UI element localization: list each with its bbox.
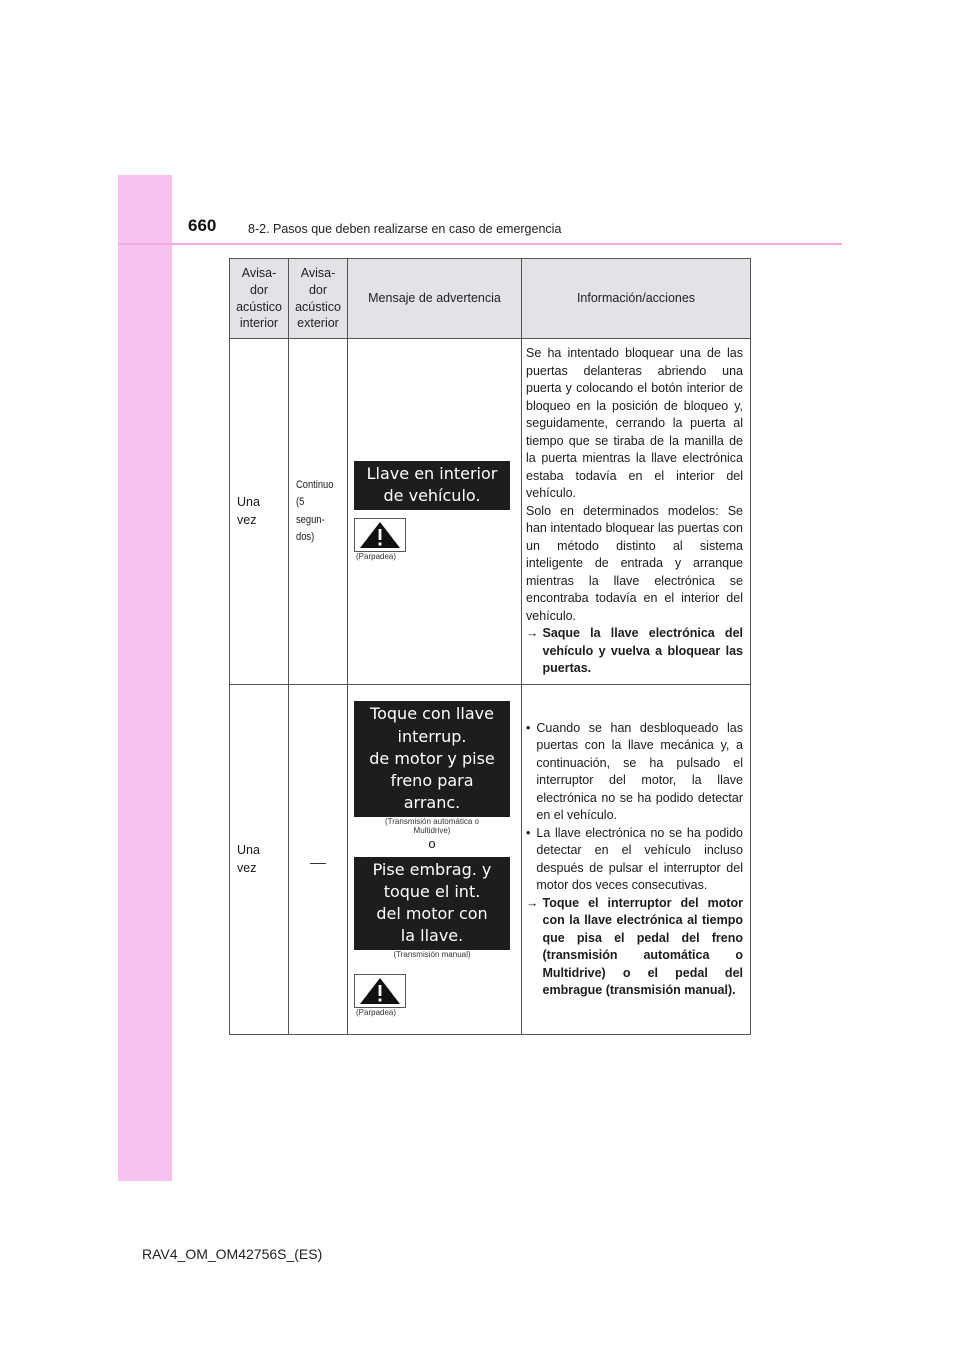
- document-code: RAV4_OM_OM42756S_(ES): [142, 1246, 323, 1262]
- caption-automatic: (Transmisión automática o Multidrive): [385, 816, 479, 836]
- table-row: [230, 339, 751, 685]
- or-separator: o: [428, 836, 436, 852]
- action-instruction: → Toque el interruptor del motor con la llave electrónica al tiempo que pisa el pedal del freno (transmisión automática o Multidrive) o el pedal del embrague (transmisión manual).: [526, 895, 743, 1000]
- header-interior-buzzer: Avisa- dor acústico interior: [230, 259, 289, 339]
- bullet-dot: •: [526, 720, 531, 735]
- info-paragraph: Solo en determinados modelos: Se han intentado bloquear las puertas con un método distinto al sistema inteligente de entrada y arranque mientras la llave electrónica se encontraba todavía en el interior del vehículo.: [526, 503, 743, 623]
- warning-triangle-icon: [358, 521, 402, 549]
- section-title: 8-2. Pasos que deben realizarse en caso de emergencia: [248, 222, 562, 236]
- exterior-buzzer-cell: Continuo (5 segun- dos): [289, 339, 348, 685]
- interior-buzzer-cell: Una vez: [230, 339, 289, 685]
- blink-label: (Parpadea): [356, 1007, 397, 1017]
- no-buzzer-dash: [310, 863, 326, 864]
- interior-buzzer-cell: Una vez: [230, 685, 289, 1035]
- table-header-row: [230, 259, 751, 339]
- exterior-buzzer-cell: [289, 685, 348, 1035]
- info-bullet: • Cuando se han desbloqueado las puertas con la llave mecánica y, a continuación, se ha pulsado el interruptor del motor, la llave electrónica no se ha podido detectar en el vehículo.: [526, 720, 743, 825]
- page-number: 660: [188, 216, 217, 235]
- table-row: [230, 685, 751, 1035]
- header-info-actions: Información/acciones: [522, 259, 751, 339]
- info-actions-cell: [522, 339, 751, 685]
- header-rule: [118, 243, 842, 245]
- display-clutch-key: Pise embrag. y toque el int. del motor con la llave.: [354, 857, 510, 950]
- header-warning-message: Mensaje de advertencia: [348, 259, 522, 339]
- warning-message-cell: [348, 685, 522, 1035]
- display-touch-key-brake: Toque con llave interrup. de motor y pise freno para arranc.: [354, 701, 510, 816]
- display-key-inside-vehicle: Llave en interior de vehículo.: [354, 461, 510, 510]
- info-actions-cell: [522, 685, 751, 1035]
- arrow-icon: →: [526, 626, 539, 641]
- caption-manual: (Transmisión manual): [393, 950, 471, 960]
- blink-label: (Parpadea): [356, 552, 397, 562]
- warning-message-cell: [348, 339, 522, 685]
- action-instruction: → Saque la llave electrónica del vehículo y vuelva a bloquear las puertas.: [526, 625, 743, 678]
- warning-table: [229, 258, 751, 1035]
- bullet-dot: •: [526, 825, 531, 840]
- warning-triangle-icon: [358, 977, 402, 1005]
- warning-light-box: [354, 518, 406, 552]
- header-exterior-buzzer: Avisa- dor acústico exterior: [289, 259, 348, 339]
- info-paragraph: Se ha intentado bloquear una de las puertas delanteras abriendo una puerta y colocando el botón interior de bloqueo en la posición de bloqueo y, seguidamente, cerrando la puerta al tiempo que se tiraba de la manilla de la puerta mientras la llave electrónica estaba todavía en el interior del vehículo.: [526, 346, 743, 501]
- warning-light-box: [354, 974, 406, 1008]
- arrow-icon: →: [526, 895, 539, 910]
- side-tab-band: [118, 175, 172, 1181]
- info-bullet: • La llave electrónica no se ha podido detectar en el vehículo incluso después de pulsar el interruptor del motor dos veces consecutivas.: [526, 825, 743, 895]
